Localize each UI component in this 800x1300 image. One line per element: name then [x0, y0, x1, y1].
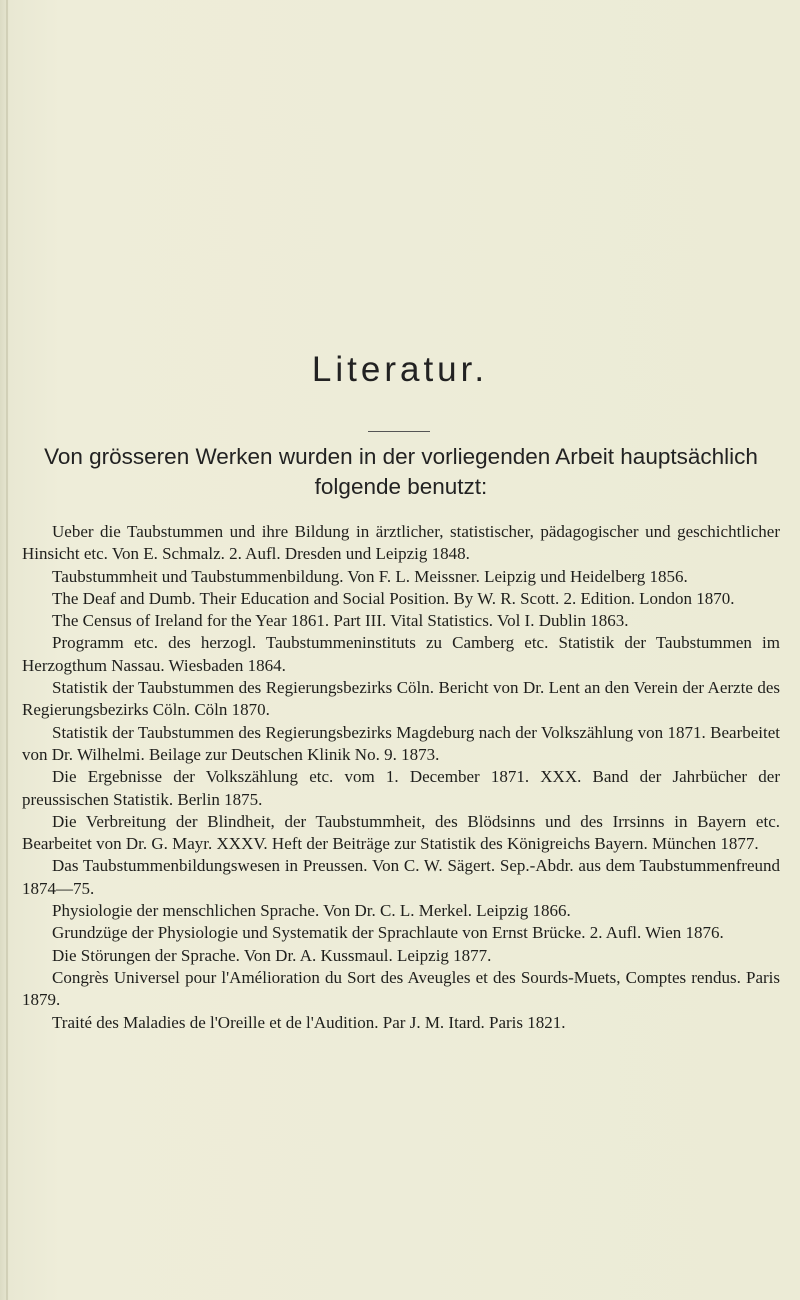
reference-item: Traité des Maladies de l'Oreille et de l'Audition. Par J. M. Itard. Paris 1821.: [52, 1012, 566, 1032]
intro-line-1: Von grösseren Werken wurden in der vorliegenden Arbeit hauptsächlich: [44, 444, 758, 469]
book-spine-shadow: [6, 0, 8, 1300]
reference-item: Statistik der Taubstummen des Regierungsbezirks Magdeburg nach der Volkszählung von 1871. Bearbeitet von Dr. Wilhelmi. Beilage zur Deutschen Klinik No. 9. 1873.: [22, 722, 780, 764]
reference-item: Die Verbreitung der Blindheit, der Taubstummheit, des Blödsinns und des Irrsinns in Bayern etc. Bearbeitet von Dr. G. Mayr. XXXV. Heft der Beiträge zur Statistik des Königreichs Bayern. München 1877.: [22, 811, 780, 854]
reference-item: Die Störungen der Sprache. Von Dr. A. Kussmaul. Leipzig 1877.: [52, 945, 492, 965]
reference-item: Ueber die Taubstummen und ihre Bildung in ärztlicher, statistischer, pädagogischer und geschichtlicher Hinsicht etc. Von E. Schmalz. 2. Aufl. Dresden und Leipzig 1848.: [22, 522, 780, 564]
reference-item: Congrès Universel pour l'Amélioration du Sort des Aveugles et des Sourds-Muets, Comptes rendus. Paris 1879.: [22, 967, 780, 1010]
reference-item: Taubstummheit und Taubstummenbildung. Von F. L. Meissner. Leipzig und Heidelberg 1856.: [52, 566, 688, 586]
reference-item: Physiologie der menschlichen Sprache. Von Dr. C. L. Merkel. Leipzig 1866.: [52, 901, 571, 921]
intro-text: [22, 442, 780, 502]
reference-item: Programm etc. des herzogl. Taubstummeninstituts zu Camberg etc. Statistik der Taubstummen im Herzogthum Nassau. Wiesbaden 1864.: [22, 633, 780, 675]
reference-item: Statistik der Taubstummen des Regierungsbezirks Cöln. Bericht von Dr. Lent an den Verein der Aerzte des Regierungsbezirks Cöln. Cöln 1870.: [22, 678, 780, 720]
reference-item: The Census of Ireland for the Year 1861. Part III. Vital Statistics. Vol I. Dublin 1863.: [52, 611, 629, 631]
reference-item: Das Taubstummenbildungswesen in Preussen. Von C. W. Sägert. Sep.-Abdr. aus dem Taubstummenfreund 1874—75.: [22, 856, 780, 898]
intro-line-2: folgende benutzt:: [314, 474, 488, 499]
reference-list: [22, 521, 780, 1034]
title-divider: [368, 431, 430, 432]
reference-item: The Deaf and Dumb. Their Education and Social Position. By W. R. Scott. 2. Edition. London 1870.: [52, 588, 735, 608]
reference-item: Grundzüge der Physiologie und Systematik der Sprachlaute von Ernst Brücke. 2. Aufl. Wien 1876.: [52, 923, 724, 943]
page-title: Literatur.: [311, 350, 489, 389]
reference-item: Die Ergebnisse der Volkszählung etc. vom 1. December 1871. XXX. Band der Jahrbücher der preussischen Statistik. Berlin 1875.: [22, 767, 780, 809]
